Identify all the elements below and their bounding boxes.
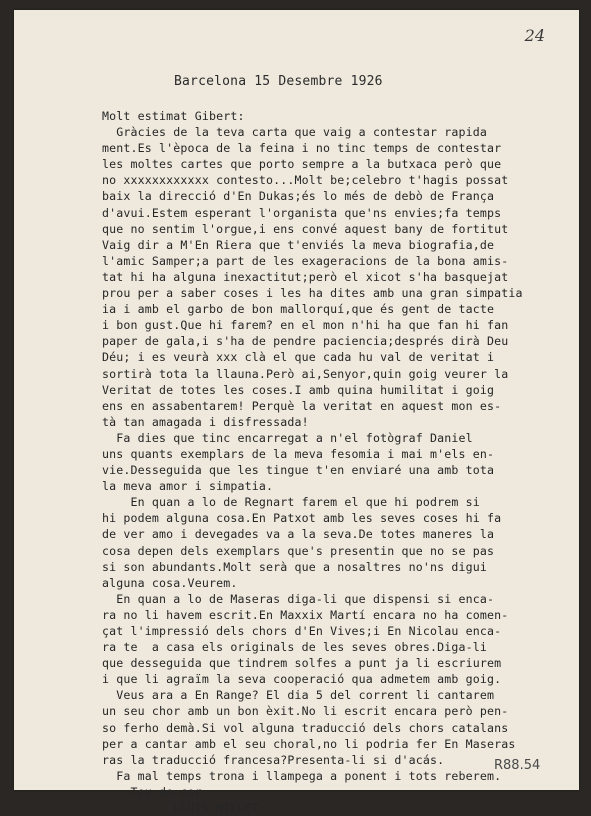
letter-line: çat l'impressió dels chors d'En Vives;i En Nicolau enca- [102,624,502,638]
letter-line: de ver amo i devegades va a la seva.De totes maneres la [102,527,495,542]
page-number: 24 [524,26,545,45]
salutation: Molt estimat Gibert: [102,109,245,123]
letter-body [102,108,572,816]
letter-line: ras la traducció francesa?Presenta-li si d'acás. [102,752,445,767]
letter-line: Fa mal temps trona i llampega a ponent i tots reberem. [102,768,502,783]
letter-line: si son abundants.Molt serà que a nosaltres no'ns digui [102,559,488,574]
letter-line: Veus ara a En Range? El dia 5 del corrent li cantarem [102,688,495,703]
letter-line: cosa depen dels exemplars que's presentin que no se pas [102,543,495,558]
letter-line: Vaig dir a M'En Riera que t'enviés la meva biografia,de [102,237,495,252]
letter-line: alguna cosa.Veurem. [102,575,238,590]
letter-line: sortirà tota la llauna.Però ai,Senyor,quin goig veurer la [102,366,509,381]
letter-line: tà tan amagada i disfressada! [102,414,309,429]
letter-line: so ferho demà.Si vol alguna traducció dels chors catalans [102,720,509,735]
letter-line: l'amic Samper;a part de les exageracions de la bona amis- [102,253,509,268]
letter-line: paper de gala,i s'ha de pendre paciencia;després dirà Deu [102,334,509,349]
letter-line: d'avui.Estem esperant l'organista que'ns envies;fa temps [102,205,502,220]
letter-line: vie.Desseguida que les tingue t'en enviaré una amb tota [102,463,495,478]
letter-line: Gràcies de la teva carta que vaig a contestar rapida [102,125,488,140]
letter-line: tat hi ha alguna inexactitut;però el xicot s'ha basquejat [102,269,509,284]
letter-page [14,10,579,816]
letter-line: Veritat de totes les coses.I amb quina humilitat i goig [102,382,495,397]
date-line: Barcelona 15 Desembre 1926 [174,74,383,89]
letter-line: baix la direcció d'En Dukas;és lo més de debò de França [102,189,495,204]
signature: LLUIS MILLET [102,801,259,816]
letter-line: i que li agraïm la seva cooperació qua admetem amb goig. [102,672,502,687]
letter-line: prou per a saber coses i les ha dites amb una gran simpatia [102,286,523,301]
letter-line: En quan a lo de Regnart farem el que hi podrem si [102,495,480,510]
letter-line: ra te a casa els originals de les seves obres.Diga-li [102,640,488,655]
letter-line: ens en assabentarem! Perquè la veritat en aquest mon es- [102,398,502,413]
letter-line: ra no li havem escrit.En Maxxix Martí encara no ha comen- [102,607,509,622]
letter-line: que no sentim l'orgue,i ens convé aquest bany de fortitut [102,221,509,236]
letter-line: Teu de cor [102,784,202,799]
archive-reference: R88.54 [494,758,541,773]
letter-line: Déu; i es veurà xxx clà el que cada hu val de veritat i [102,350,495,365]
letter-line: per a cantar amb el seu choral,no li podria fer En Maseras [102,736,516,751]
letter-line: les moltes cartes que porto sempre a la butxaca però que [102,157,502,172]
letter-line: En quan a lo de Maseras diga-li que dispensi si enca- [102,591,495,606]
letter-line: i bon gust.Que hi farem? en el mon n'hi ha que fan hi fan [102,318,509,333]
letter-line: un seu chor amb un bon èxit.No li escrit encara però pen- [102,704,509,719]
letter-line: uns quants exemplars de la meva fesomia i mai m'els en- [102,446,495,461]
letter-line: ment.Es l'època de la feina i no tinc temps de contestar [102,141,502,156]
letter-line: que desseguida que tindrem solfes a punt ja li escriurem [102,656,502,671]
letter-line: hi podem alguna cosa.En Patxot amb les seves coses hi fa [102,511,502,526]
letter-line: no xxxxxxxxxxxx contesto...Molt be;celebro t'hagis possat [102,173,509,188]
letter-line: la meva amor i simpatia. [102,479,274,494]
letter-line: ia i amb el garbo de bon mallorquí,que és gent de tacte [102,302,495,317]
letter-line: Fa dies que tinc encarregat a n'el fotògraf Daniel [102,430,473,445]
